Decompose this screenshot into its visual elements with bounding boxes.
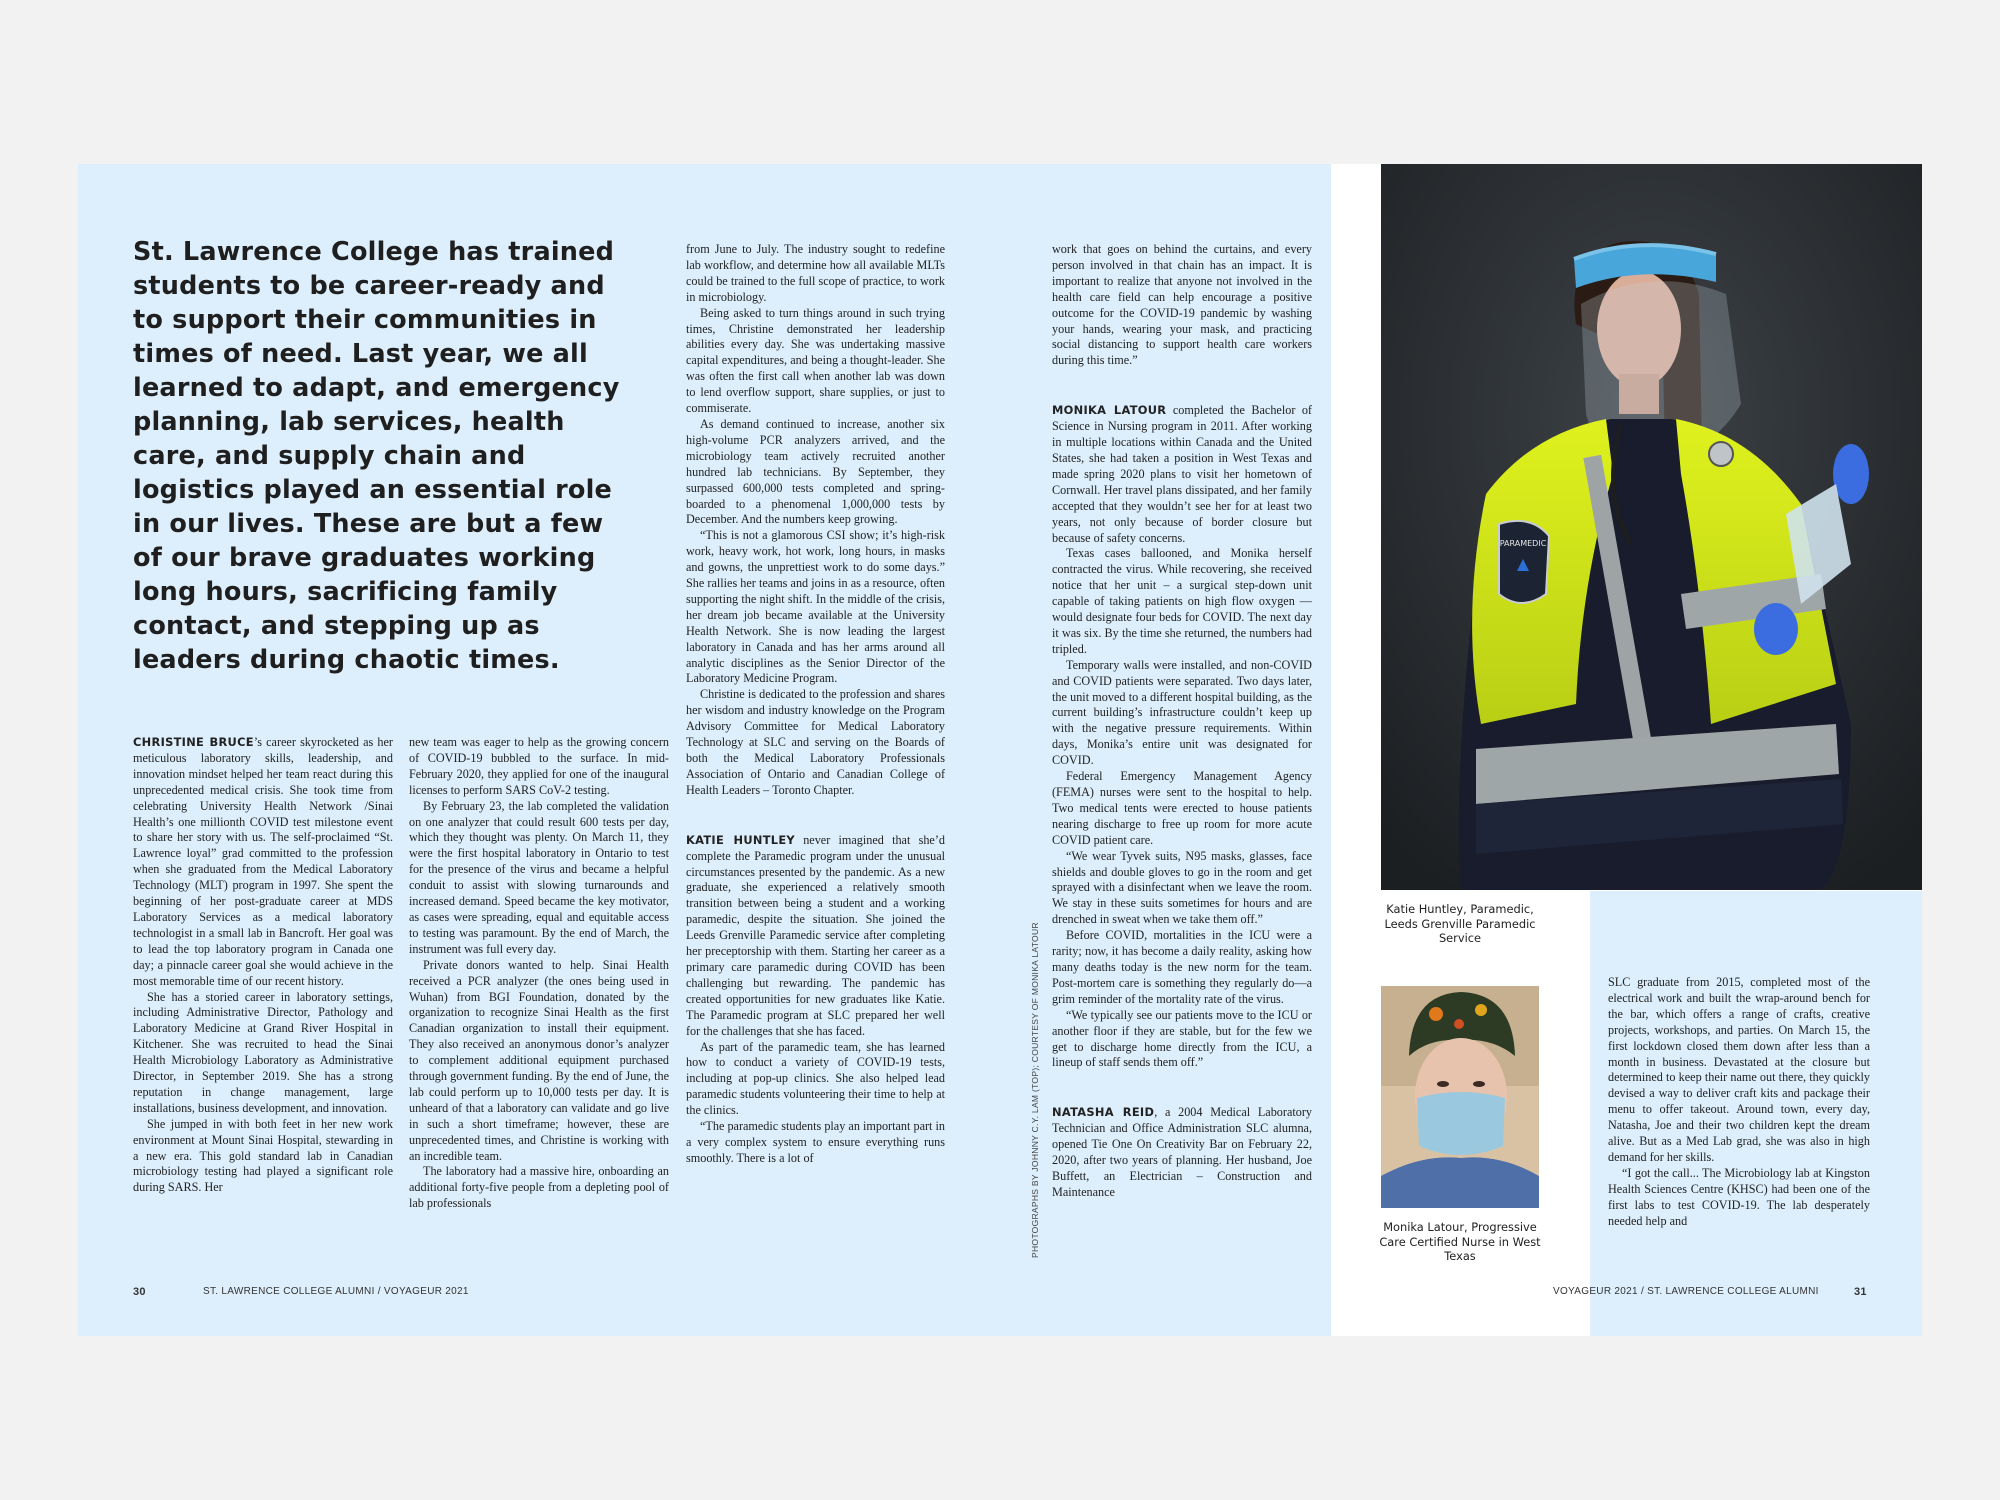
column-1 [133,735,393,1196]
lead-christine-bruce: CHRISTINE BRUCE [133,735,254,749]
paragraph: Private donors wanted to help. Sinai Health received a PCR analyzer (the ones being used in Wuhan) from BGI Foundation, donated by the organization to recognize Sinai Health as the first Canadian organization to install their equipment. They also received an anonymous donor’s analyzer to complement additional equipment purchased through government funding. By the end of June, the lab could perform up to 10,000 tests per day. It is unheard of that a laboratory can validate and go live in such a short timeframe; however, these are unprecedented times, and Christine is working with an incredible team. [409,957,669,1163]
column-5 [1608,975,1870,1230]
column-4 [1052,242,1312,1201]
column-2 [409,735,669,1212]
paragraph: The laboratory had a massive hire, onboarding an additional forty-five people from a depleting pool of lab professionals [409,1164,669,1211]
paragraph: As demand continued to increase, another six high-volume PCR analyzers arrived, and the microbiology team actively recruited another hundred lab technicians. By September, they surpassed 600,000 tests completed and spring-boarded to a phenomenal 1,000,000 tests by December. And the numbers keep growing. [686,416,945,527]
paragraph: completed the Bachelor of Science in Nursing program in 2011. After working in multiple locations within Canada and the United States, she had taken a position in West Texas and made spring 2020 plans to visit her hometown of Cornwall. Her travel plans dissipated, and her family accepted that they wouldn’t see her for at least two years, not only because of border closure but because of safety concerns. [1052,403,1312,545]
caption-katie: Katie Huntley, Paramedic, Leeds Grenville Paramedic Service [1384,902,1536,945]
paragraph: As part of the paramedic team, she has learned how to conduct a variety of COVID-19 tests, including at pop-up clinics. She also helped lead paramedic students volunteering their time to help at the clinics. [686,1039,945,1118]
paragraph: Texas cases ballooned, and Monika herself contracted the virus. While recovering, she received notice that her unit – a surgical step-down unit capable of taking patients on high flow oxygen — would designate four beds for COVID. The next day it was six. By the time she returned, the numbers had tripled. [1052,546,1312,656]
paragraph: ’s career skyrocketed as her meticulous laboratory skills, leadership, and innovation mindset helped her team react during this unprecedented medical crisis. She took time from celebrating University Health Network /Sinai Health’s one millionth COVID test milestone event to share her story with us. The self-proclaimed “St. Lawrence loyal” grad committed to the profession when she graduated from the Medical Laboratory Technology (MLT) program in 1997. She spent the beginning of her post-graduate career at MDS Laboratory Services as a medical laboratory technologist in a small lab in Bancroft. Her goal was to lead the top laboratory program in Canada one day; a pinnacle career goal she would achieve in the most memorable time of our recent history. [133,735,393,988]
paragraph: never imagined that she’d complete the Paramedic program under the unusual circumstances presented by the pandemic. As a new graduate, she experienced a relatively smooth transition between being a student and a working paramedic, despite the situation. She joined the Leeds Grenville Paramedic service after completing her preceptorship with them. Starting her career as a primary care paramedic during COVID has been challenging but rewarding. The pandemic has created opportunities for new graduates like Katie. The Paramedic program at SLC prepared her well for the challenges that she has faced. [686,832,945,1038]
page-number-left: 30 [133,1286,146,1298]
paragraph: from June to July. The industry sought to redefine lab workflow, and determine how all available MLTs could be trained to the full scope of practice, to work in microbiology. [686,242,945,304]
paragraph: Christine is dedicated to the profession and shares her wisdom and industry knowledge on the Program Advisory Committee for Medical Laboratory Technology at SLC and serving on the Boards of both the Medical Laboratory Professionals Association of Ontario and Canadian College of Health Leaders – Toronto Chapter. [686,687,945,797]
paragraph: , a 2004 Medical Laboratory Technician and Office Administration SLC alumna, opened Tie One On Creativity Bar on February 22, 2020, after two years of planning. Her husband, Joe Buffett, an Electrician – Construction and Maintenance [1052,1105,1312,1199]
paragraph: SLC graduate from 2015, completed most of the electrical work and built the wrap-around bench for the bar, which offers a range of crafts, creative projects, workshops, and parties. On March 15, the first lockdown closed them down after less than a month in business. Devastated at the closure but determined to keep their name out there, they quickly devised a way to deliver craft kits and package their menu to offer takeout. Around town, every day, Natasha, Joe and their two children kept the dream alive. But as a Med Lab grad, she was also in high demand for her skills. [1608,975,1870,1164]
intro-heading: St. Lawrence College has trained students to be career-ready and to support their communities in times of need. Last year, we all learned to adapt, and emergency planning, lab services, health care, and supply chain and logistics played an essential role in our lives. These are but a few of our brave graduates working long hours, sacrificing family contact, and stepping up as leaders during chaotic times. [133,237,620,675]
paragraph: “This is not a glamorous CSI show; it’s high-risk work, heavy work, hot work, long hours, in masks and gowns, the unprettiest work to do some days.” She rallies her teams and joins in as a resource, often supporting the night shift. In the middle of the crisis, her dream job became available at the University Health Network. She is now leading the largest laboratory in Canada and has her arms around all analytic disciplines as the Senior Director of the Laboratory Medicine Program. [686,528,945,686]
lead-natasha-reid: NATASHA REID [1052,1105,1155,1120]
column-3 [686,242,945,1167]
monika-photo [1381,986,1539,1208]
caption-monika: Monika Latour, Progressive Care Certified Nurse in West Texas [1379,1220,1541,1263]
lead-monika-latour: MONIKA LATOUR [1052,403,1167,418]
photo-credit: PHOTOGRAPHS BY JOHNNY C.Y. LAM (TOP); COURTESY OF MONIKA LATOUR [1030,922,1040,1258]
paramedic-photo [1381,164,1922,890]
paragraph: “The paramedic students play an important part in a very complex system to ensure everything runs smoothly. There is a lot of [686,1119,945,1165]
paragraph: work that goes on behind the curtains, and every person involved in that chain has an impact. It is important to realize that anyone not involved in the health care field can help encourage a positive outcome for the COVID-19 pandemic by washing your hands, wearing your mask, and practicing social distancing to support health care workers during this time.” [1052,242,1312,368]
paragraph: “We wear Tyvek suits, N95 masks, glasses, face shields and double gloves to go in the room and get sprayed with a disinfectant when we leave the room. We stay in these suits sometimes for hours and are drenched in sweat when we take them off.” [1052,848,1312,927]
lead-katie-huntley: KATIE HUNTLEY [686,832,795,847]
folio-left: ST. LAWRENCE COLLEGE ALUMNI / VOYAGEUR 2021 [203,1286,469,1297]
page-number-right: 31 [1854,1286,1867,1298]
paragraph: “We typically see our patients move to the ICU or another floor if they are stable, but for the few we get to discharge home directly from the ICU, a lineup of staff sends them off.” [1052,1007,1312,1070]
paragraph: Being asked to turn things around in such trying times, Christine demonstrated her leadership abilities every day. She was undertaking massive capital expenditures, and being a thought-leader. She was often the first call when another lab was down to lend overflow support, share supplies, or just to commiserate. [686,305,945,416]
svg-text:PARAMEDIC: PARAMEDIC [1499,539,1547,548]
paragraph: new team was eager to help as the growing concern of COVID-19 bubbled to the surface. In mid-February 2020, they applied for one of the inaugural licenses to perform SARS CoV-2 testing. [409,735,669,797]
paragraph: Federal Emergency Management Agency (FEMA) nurses were sent to the hospital to help. Two medical tents were erected to house patients nearing discharge to free up room for more acute COVID patient care. [1052,769,1312,847]
paragraph: By February 23, the lab completed the validation on one analyzer that could result 600 tests per day, which they thought was plenty. On March 11, they were the first hospital laboratory in Ontario to test for the presence of the virus and became a helpful conduit to assist with slowing turnarounds and increased demand. Speed became the key motivator, as cases were spreading, equal and equitable access to testing was paramount. By the end of March, the instrument was full every day. [409,798,669,956]
paragraph: Before COVID, mortalities in the ICU were a rarity; now, it has become a daily reality, asking how many deaths today is the new norm for the team. Post-mortem care is something they regularly do—a grim reminder of the mortality rate of the virus. [1052,928,1312,1006]
folio-right: VOYAGEUR 2021 / ST. LAWRENCE COLLEGE ALUMNI [1553,1286,1819,1297]
paragraph: She jumped in with both feet in her new work environment at Mount Sinai Hospital, stewarding in a new era. This gold standard lab in Canadian microbiology testing had played a significant role during SARS. Her [133,1116,393,1195]
paragraph: She has a storied career in laboratory settings, including Administrative Director, Pathology and Laboratory Medicine at Grand River Hospital in Kitchener. She was recruited to head the Sinai Health Microbiology Laboratory as Administrative Director, in September 2019. She has a strong reputation in change management, large installations, business development, and innovation. [133,989,393,1115]
paragraph: “I got the call... The Microbiology lab at Kingston Health Sciences Centre (KHSC) had been one of the first labs to test COVID-19. The lab desperately needed help and [1608,1165,1870,1228]
paragraph: Temporary walls were installed, and non-COVID and COVID patients were separated. Two days later, the unit moved to a different hospital building, as the current building’s infrastructure couldn’t keep up with the negative pressure requirements. Within days, Monika’s entire unit was designated for COVID. [1052,657,1312,768]
